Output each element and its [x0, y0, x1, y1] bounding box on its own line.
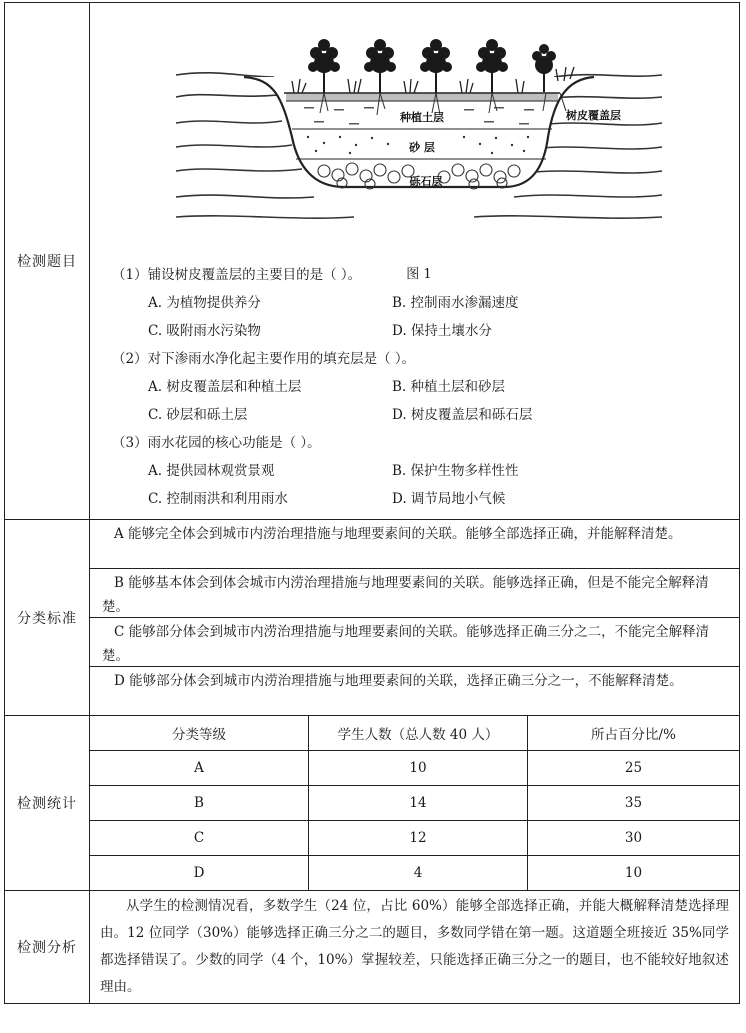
bark-layer-fill	[286, 93, 558, 101]
cell-grade: B	[90, 786, 309, 821]
option: C. 控制雨洪和利用雨水	[148, 491, 288, 507]
cell-count: 10	[309, 751, 528, 786]
assessment-table	[4, 2, 740, 1004]
criteria-row	[5, 520, 740, 716]
option: C. 吸附雨水污染物	[148, 323, 261, 339]
table-row	[90, 751, 739, 786]
cell-percent: 10	[528, 856, 740, 891]
cell-count: 4	[309, 856, 528, 891]
analysis-cell	[90, 891, 740, 1004]
layer-label-sand: 砂 层	[409, 141, 435, 154]
layer-label-gravel: 砾石层	[409, 175, 443, 188]
option-row	[112, 373, 719, 401]
criterion-c: C 能够部分体会到城市内涝治理措施与地理要素间的关联。能够选择正确三分之二，不能完全解释清楚。	[90, 618, 739, 667]
header-percent: 所占百分比/%	[528, 716, 740, 751]
cell-percent: 30	[528, 821, 740, 856]
table-row	[90, 821, 739, 856]
figure-caption: 图 1	[406, 267, 432, 282]
question-list	[112, 261, 719, 513]
table-row	[90, 856, 739, 891]
option: B. 保护生物多样性性	[392, 463, 519, 479]
option: D. 调节局地小气候	[392, 491, 506, 507]
cell-percent: 25	[528, 751, 740, 786]
option: C. 砂层和砾土层	[148, 407, 248, 423]
cell-count: 14	[309, 786, 528, 821]
option-row	[112, 401, 719, 429]
option: B. 控制雨水渗漏速度	[392, 295, 519, 311]
cell-percent: 35	[528, 786, 740, 821]
row-label-statistics: 检测统计	[5, 716, 90, 891]
table-row	[90, 786, 739, 821]
question-stem: （1）铺设树皮覆盖层的主要目的是（ ）。	[112, 267, 362, 283]
statistics-table	[90, 716, 739, 890]
row-label-questions: 检测题目	[5, 3, 90, 520]
option: A. 提供园林观赏景观	[148, 463, 275, 479]
criterion-b: B 能够基本体会到体会城市内涝治理措施与地理要素间的关联。能够选择正确，但是不能完全解释清楚。	[90, 569, 739, 618]
header-count: 学生人数（总人数 40 人）	[309, 716, 528, 751]
layer-label-soil: 种植土层	[400, 111, 444, 124]
questions-cell	[90, 3, 740, 520]
option-row	[112, 485, 719, 513]
criteria-cell	[90, 520, 740, 716]
row-label-analysis: 检测分析	[5, 891, 90, 1004]
option: A. 树皮覆盖层和种植土层	[148, 379, 302, 395]
question-stem: （3）雨水花园的核心功能是（ ）。	[112, 435, 321, 451]
analysis-text: 从学生的检测情况看，多数学生（24 位，占比 60%）能够全部选择正确，并能大概解释清楚选择理由。12 位同学（30%）能够选择正确三分之二的题目，多数同学错在第一题。这道题全班接近 35%同学都选择错误了。少数的同学（4 个，10%）掌握较差，只能选择正确三分之一的题目，也不能较好地叙述理由。	[100, 898, 729, 995]
questions-row	[5, 3, 740, 520]
criterion-a: A 能够完全体会到城市内涝治理措施与地理要素间的关联。能够全部选择正确，并能解释清楚。	[90, 520, 739, 569]
option-row	[112, 289, 719, 317]
cell-grade: C	[90, 821, 309, 856]
statistics-row	[5, 716, 740, 891]
header-grade: 分类等级	[90, 716, 309, 751]
cell-count: 12	[309, 821, 528, 856]
criterion-d: D 能够部分体会到城市内涝治理措施与地理要素间的关联，选择正确三分之一，不能解释清楚。	[114, 673, 683, 689]
row-label-criteria: 分类标准	[5, 520, 90, 716]
option: A. 为植物提供养分	[148, 295, 261, 311]
option: D. 保持土壤水分	[392, 323, 492, 339]
cell-grade: D	[90, 856, 309, 891]
statistics-cell	[90, 716, 740, 891]
question-stem: （2）对下渗雨水净化起主要作用的填充层是（ ）。	[112, 351, 416, 367]
analysis-row	[5, 891, 740, 1004]
option-row	[112, 457, 719, 485]
cell-grade: A	[90, 751, 309, 786]
option: B. 种植土层和砂层	[392, 379, 506, 395]
option: D. 树皮覆盖层和砾石层	[392, 407, 533, 423]
option-row	[112, 317, 719, 345]
rain-garden-diagram	[174, 37, 664, 237]
statistics-header-row	[90, 716, 739, 751]
layer-label-bark: 树皮覆盖层	[566, 109, 621, 122]
